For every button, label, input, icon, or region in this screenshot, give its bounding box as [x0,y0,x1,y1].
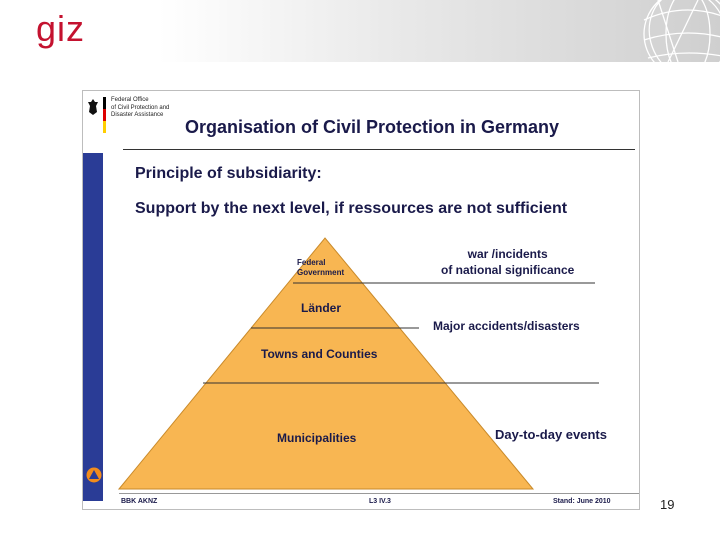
agency-line: of Civil Protection and [111,104,170,111]
slide-title: Organisation of Civil Protection in Germany [185,117,560,137]
level-federal-label [297,258,344,278]
level-federal-line: Government [297,268,345,277]
header-bar [0,0,720,62]
desc-laender: Major accidents/disasters [433,319,580,333]
desc-federal-line: of national significance [441,263,575,277]
agency-line: Disaster Assistance [111,112,164,118]
embedded-slide [82,90,640,510]
footer-left: BBK AKNZ [121,498,158,505]
level-federal-line: Federal [297,258,326,267]
subsidiarity-pyramid [83,91,639,509]
support-text: Support by the next level, if ressources are not sufficient [135,200,568,217]
principle-heading: Principle of subsidiarity: [135,165,322,182]
desc-federal-line: war /incidents [467,247,548,261]
agency-line: Federal Office [111,97,149,103]
footer-center: L3 IV.3 [369,498,391,505]
page-number: 19 [660,497,675,512]
level-towns-label: Towns and Counties [261,347,378,361]
globe-wireframe-icon [628,0,720,62]
giz-logo: giz [36,8,86,49]
desc-federal [441,246,574,278]
footer-right: Stand: June 2010 [553,498,611,505]
level-laender-label: Länder [301,301,342,315]
footer-divider [119,493,639,494]
level-municipalities-label: Municipalities [277,431,357,445]
desc-municipalities: Day-to-day events [495,427,607,442]
